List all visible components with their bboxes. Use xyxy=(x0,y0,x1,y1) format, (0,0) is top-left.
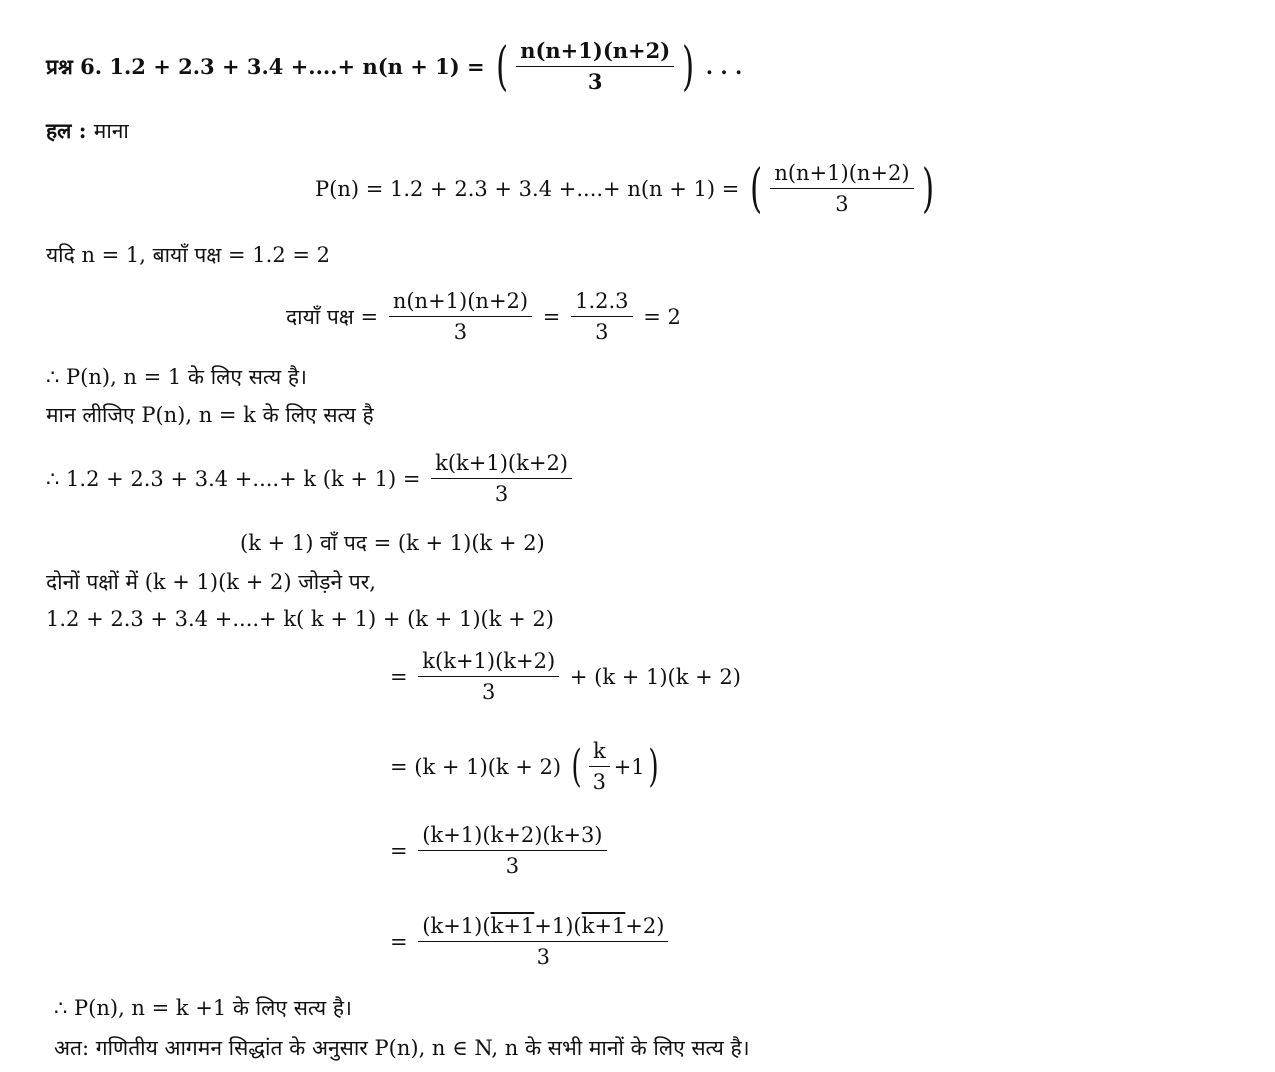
paren-open: ( xyxy=(750,158,763,219)
true-k1-line: ∴ P(n), n = k +1 के लिए सत्य है। xyxy=(54,996,352,1020)
hypothesis-line xyxy=(46,450,576,507)
step-1-line xyxy=(390,648,741,705)
paren-close: ) xyxy=(682,36,695,97)
step-2-fraction xyxy=(589,738,610,795)
overlined-term: k+1 xyxy=(490,914,535,938)
paren-open: ( xyxy=(495,36,509,97)
paren-close: ) xyxy=(648,740,659,792)
true-n1-line: ∴ P(n), n = 1 के लिए सत्य है। xyxy=(46,365,307,389)
question-line xyxy=(46,38,742,95)
solution-label: हल : xyxy=(46,118,87,143)
fraction-denominator: 3 xyxy=(587,69,603,94)
pn-definition xyxy=(315,160,938,217)
fraction-numerator: k(k+1)(k+2) xyxy=(418,648,559,677)
equals-sign: = xyxy=(390,838,408,863)
numerator-part: +2) xyxy=(625,914,665,938)
fraction-numerator: k(k+1)(k+2) xyxy=(431,450,572,479)
step-4-line xyxy=(390,913,672,970)
overlined-term: k+1 xyxy=(581,914,626,938)
question-label: प्रश्न 6. xyxy=(46,53,103,79)
assume-line: मान लीजिए P(n), n = k के लिए सत्य है xyxy=(46,403,374,427)
step-2-line xyxy=(390,738,662,795)
fraction-denominator: 3 xyxy=(494,482,509,506)
fraction-denominator: 3 xyxy=(505,854,520,878)
numerator-part: (k+1)( xyxy=(422,914,491,938)
step-2-tail: +1 xyxy=(613,754,645,779)
fraction-denominator: 3 xyxy=(453,320,468,344)
rhs-fraction-2 xyxy=(571,288,632,345)
numerator-part: +1)( xyxy=(534,914,582,938)
sum-line: 1.2 + 2.3 + 3.4 +....+ k( k + 1) + (k + 1)(k + 2) xyxy=(46,607,554,631)
next-term-line: (k + 1) वाँ पद = (k + 1)(k + 2) xyxy=(240,531,545,555)
step-1-tail: + (k + 1)(k + 2) xyxy=(569,664,741,689)
rhs-result: = 2 xyxy=(643,304,681,329)
fraction-numerator: 1.2.3 xyxy=(571,288,632,317)
rhs-label: दायाँ पक्ष = xyxy=(286,304,379,329)
question-fraction xyxy=(516,38,674,95)
fraction-denominator: 3 xyxy=(592,770,607,794)
step-3-fraction xyxy=(418,822,606,879)
fraction-denominator: 3 xyxy=(482,680,496,704)
step-3-line xyxy=(390,822,611,879)
rhs-n1-line xyxy=(286,288,681,345)
solution-heading xyxy=(46,118,129,144)
fraction-numerator: n(n+1)(n+2) xyxy=(516,38,674,67)
question-lhs: 1.2 + 2.3 + 3.4 +....+ n(n + 1) = xyxy=(109,53,485,79)
fraction-numerator: (k+1)(k+2)(k+3) xyxy=(418,822,606,851)
fraction-numerator: n(n+1)(n+2) xyxy=(770,160,913,189)
question-dots: . . . xyxy=(705,53,743,79)
fraction-denominator: 3 xyxy=(595,320,609,344)
hypothesis-lhs: ∴ 1.2 + 2.3 + 3.4 +....+ k (k + 1) = xyxy=(46,466,421,491)
fraction-denominator: 3 xyxy=(536,945,551,969)
fraction-numerator xyxy=(418,913,668,942)
pn-fraction xyxy=(770,160,913,217)
paren-open: ( xyxy=(571,740,582,792)
pn-lhs: P(n) = 1.2 + 2.3 + 3.4 +....+ n(n + 1) = xyxy=(315,176,740,201)
solution-word: माना xyxy=(93,119,129,143)
conclusion-line: अत: गणितीय आगमन सिद्धांत के अनुसार P(n), n ∈ N, n के सभी मानों के लिए सत्य है। xyxy=(54,1036,750,1060)
fraction-numerator: k xyxy=(589,738,610,767)
add-both-sides-line: दोनों पक्षों में (k + 1)(k + 2) जोड़ने पर, xyxy=(46,570,376,594)
equals-sign: = xyxy=(390,929,408,954)
fraction-denominator: 3 xyxy=(835,192,849,216)
step-4-fraction xyxy=(418,913,668,970)
paren-close: ) xyxy=(921,158,934,219)
equals-sign: = xyxy=(542,304,561,329)
case-n1-line: यदि n = 1, बायाँ पक्ष = 1.2 = 2 xyxy=(46,243,330,267)
step-2-prefix: = (k + 1)(k + 2) xyxy=(390,754,562,779)
fraction-numerator: n(n+1)(n+2) xyxy=(389,288,532,317)
equals-sign: = xyxy=(390,664,408,689)
hypothesis-fraction xyxy=(431,450,572,507)
rhs-fraction-1 xyxy=(389,288,532,345)
step-1-fraction xyxy=(418,648,559,705)
